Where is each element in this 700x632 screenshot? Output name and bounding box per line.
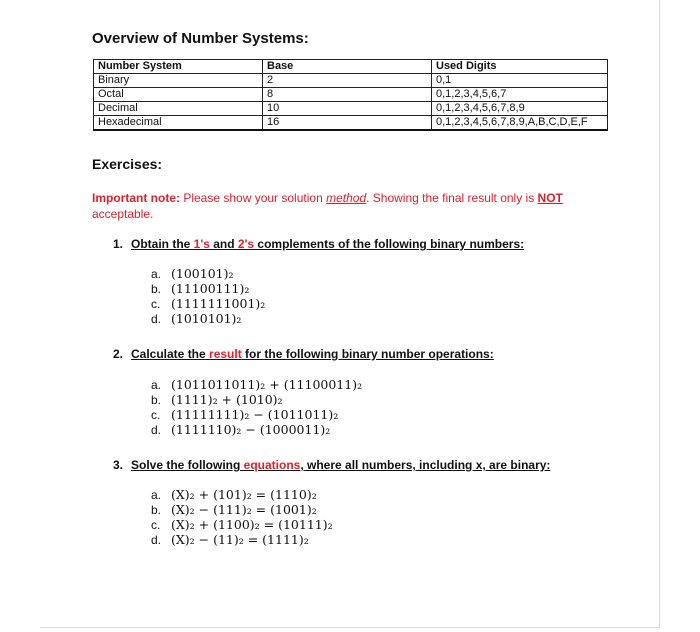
- title-part-red: 1's: [193, 237, 210, 251]
- title-part: and: [209, 237, 238, 251]
- item-expression: (11111111)₂ − (1011011)₂: [171, 407, 339, 422]
- title-part: Solve the following: [131, 458, 244, 472]
- table-header: Used Digits: [432, 60, 608, 74]
- list-item: [151, 422, 362, 437]
- item-label: c.: [151, 518, 161, 532]
- note-not: NOT: [537, 191, 563, 205]
- question-number: 3.: [113, 458, 124, 472]
- table-cell: 0,1,2,3,4,5,6,7,8,9: [432, 102, 608, 116]
- list-item: [151, 281, 265, 296]
- item-expression: (X)₂ + (1100)₂ = (10111)₂: [171, 517, 333, 532]
- table-cell: Hexadecimal: [94, 116, 263, 131]
- title-part-red: equations: [243, 458, 301, 472]
- title-part-red: 2's: [237, 237, 255, 251]
- question-3: [113, 458, 550, 472]
- item-expression: (1111)₂ + (1010)₂: [171, 392, 283, 407]
- list-item: [151, 532, 333, 547]
- list-item: [151, 407, 362, 422]
- title-part: Obtain the: [131, 237, 194, 251]
- item-label: b.: [151, 503, 162, 517]
- table-row: [94, 88, 608, 102]
- item-label: a.: [151, 488, 162, 502]
- table-cell: 8: [263, 88, 432, 102]
- table-cell: 16: [263, 116, 432, 131]
- list-item: [151, 377, 362, 392]
- table-header: Base: [263, 60, 432, 74]
- table-cell: 0,1,2,3,4,5,6,7: [432, 88, 608, 102]
- title-part-red: result: [209, 347, 242, 361]
- item-label: b.: [151, 393, 162, 407]
- title-part: , where all numbers, including x, are binary:: [300, 458, 551, 472]
- table-row: [94, 116, 608, 131]
- table-cell: 10: [263, 102, 432, 116]
- item-label: c.: [151, 408, 161, 422]
- list-item: [151, 517, 333, 532]
- table-cell: Binary: [94, 74, 263, 88]
- table-header-row: [94, 60, 608, 74]
- list-item: [151, 296, 265, 311]
- exercises-heading: Exercises:: [92, 156, 163, 172]
- item-label: d.: [151, 533, 162, 547]
- note-method: method: [326, 191, 367, 205]
- item-expression: (X)₂ − (111)₂ = (1001)₂: [171, 502, 317, 517]
- number-systems-table: [93, 59, 608, 131]
- list-item: [151, 392, 362, 407]
- question-2-items: [151, 377, 362, 437]
- item-label: b.: [151, 282, 162, 296]
- question-number: 2.: [113, 347, 124, 361]
- item-label: d.: [151, 312, 162, 326]
- table-cell: Decimal: [94, 102, 263, 116]
- question-title: [131, 237, 524, 251]
- title-part: for the following binary number operations:: [241, 347, 494, 361]
- list-item: [151, 502, 333, 517]
- list-item: [151, 266, 265, 281]
- item-expression: (1010101)₂: [171, 311, 242, 326]
- title-part: Calculate the: [131, 347, 210, 361]
- item-expression: (1111110)₂ − (1000011)₂: [171, 422, 331, 437]
- item-expression: (X)₂ + (101)₂ = (1110)₂: [171, 487, 317, 502]
- page-title: Overview of Number Systems:: [92, 30, 309, 47]
- item-label: d.: [151, 423, 162, 437]
- question-title: [131, 458, 550, 472]
- item-label: c.: [151, 297, 161, 311]
- note-text: . Showing the final result only is: [366, 191, 538, 205]
- note-text: Please show your solution: [180, 191, 327, 205]
- list-item: [151, 487, 333, 502]
- table-cell: 2: [263, 74, 432, 88]
- item-expression: (X)₂ − (11)₂ = (1111)₂: [171, 532, 309, 547]
- table-cell: 0,1,2,3,4,5,6,7,8,9,A,B,C,D,E,F: [432, 116, 608, 131]
- question-3-items: [151, 487, 333, 547]
- table-cell: 0,1: [432, 74, 608, 88]
- item-label: a.: [151, 378, 162, 392]
- table-row: [94, 74, 608, 88]
- important-note: [92, 190, 592, 222]
- list-item: [151, 311, 265, 326]
- item-expression: (11100111)₂: [171, 281, 250, 296]
- table-row: [94, 102, 608, 116]
- question-2: [113, 347, 494, 361]
- note-text: acceptable.: [92, 207, 154, 221]
- note-label: Important note:: [92, 191, 180, 205]
- item-expression: (1111111001)₂: [171, 296, 266, 311]
- question-title: [131, 347, 494, 361]
- table-header: Number System: [94, 60, 263, 74]
- item-expression: (1011011011)₂ + (11100011)₂: [171, 377, 363, 392]
- title-part: complements of the following binary numbers:: [254, 237, 525, 251]
- question-number: 1.: [113, 237, 124, 251]
- question-1: [113, 237, 524, 251]
- item-label: a.: [151, 267, 162, 281]
- table-cell: Octal: [94, 88, 263, 102]
- item-expression: (100101)₂: [171, 266, 234, 281]
- question-1-items: [151, 266, 265, 326]
